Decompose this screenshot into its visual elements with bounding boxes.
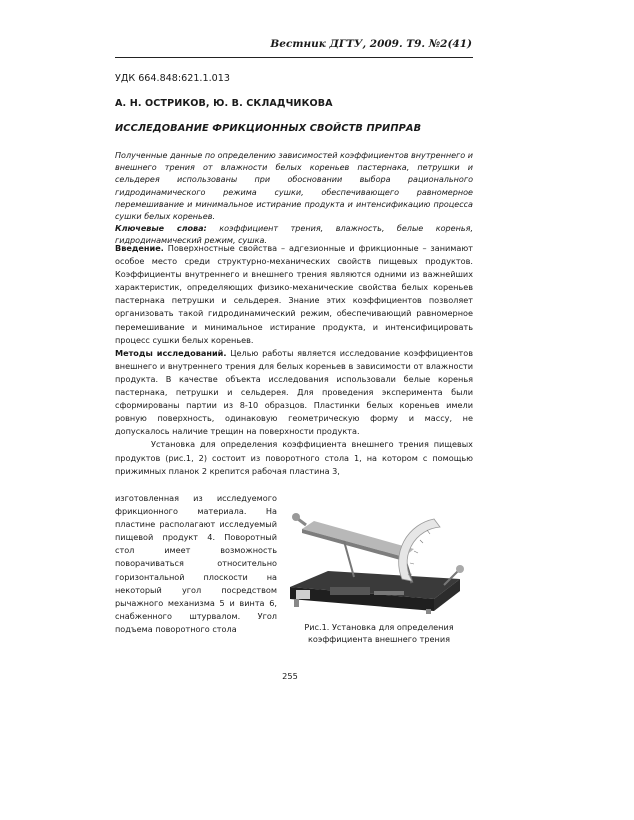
- intro-paragraph: [115, 242, 473, 347]
- caption-line-1: Рис.1. Установка для определения: [304, 622, 454, 632]
- brand-plate: [296, 590, 310, 599]
- article-title: ИССЛЕДОВАНИЕ ФРИКЦИОННЫХ СВОЙСТВ ПРИПРАВ: [115, 123, 422, 134]
- label-strip: [374, 591, 404, 595]
- figure-caption: [284, 621, 474, 645]
- handwheel: [456, 565, 464, 573]
- foot-left: [294, 599, 299, 607]
- article-body: [115, 242, 473, 478]
- udk-code: УДК 664.848:621.1.013: [115, 73, 230, 84]
- abstract-text: Полученные данные по определению зависимостей коэффициентов внутреннего и внешнего трения от влажности белых кореньев пастернака, петрушки и сельдерея использованы при обосновании выбора рационального гидродинамического режима сушки, обеспечивающего равномерное перемешивание и минимальное истирание продукта и интенсификацию процесса сушки белых кореньев.: [115, 151, 473, 222]
- page-number: 255: [282, 671, 298, 681]
- intro-heading: Введение.: [115, 243, 164, 253]
- authors: А. Н. ОСТРИКОВ, Ю. В. СКЛАДЧИКОВА: [115, 98, 333, 109]
- methods-heading: Методы исследований.: [115, 347, 227, 358]
- keywords-label: Ключевые слова:: [115, 224, 207, 234]
- handle-knob: [292, 513, 300, 521]
- journal-header: Вестник ДГТУ, 2009. Т9. №2(41): [270, 38, 472, 50]
- foot-right: [426, 609, 431, 614]
- intro-text: Поверхностные свойства – адгезионные и фрикционные – занимают особое место среди структурно-механических свойств пищевых продуктов. Коэффициенты внутреннего и внешнего трения являются одними из важнейших характеристик, определяющих физико-механические свойства белых кореньев пастернака петрушки и сельдерея. Знание этих коэффициентов позволяет организовать такой гидродинамический режим, обеспечивающий равномерное перемешивание и минимальное истирание продукта, и интенсифицировать процесс сушки белых кореньев.: [115, 243, 473, 345]
- header-rule: [115, 57, 473, 58]
- label-plate: [330, 587, 370, 595]
- friction-apparatus-photo: [284, 501, 474, 615]
- caption-line-2: коэффициента внешнего трения: [308, 634, 450, 644]
- setup-paragraph: Установка для определения коэффициента внешнего трения пищевых продуктов (рис.1, 2) состоит из поворотного стола 1, на котором с помощью прижимных планок 2 крепится рабочая пластина 3,: [115, 439, 473, 476]
- abstract: [115, 150, 473, 248]
- methods-paragraph: [115, 347, 473, 439]
- methods-text: Целью работы является исследование коэффициентов внешнего и внутреннего трения для белых кореньев в зависимости от влажности продукта. В качестве объекта исследования использовали белые коренья пастернака, петрушки и сельдерея. Для проведения эксперимента были сформированы партии из 8-10 образцов. Пластинки белых кореньев имели ровную поверхность, одинаковую геометрическую форму и массу, не допускалось наличие трещин на поверхности продукта.: [115, 347, 473, 437]
- setup-paragraph-continued: изготовленная из исследуемого фрикционного материала. На пластине располагают исследуемый пищевой продукт 4. Поворотный стол имеет возможность поворачиваться относительно горизонтальной плоскости на некоторый угол посредством рычажного механизма 5 и винта 6, снабженного штурвалом. Угол подъема поворотного стола: [115, 493, 277, 634]
- keywords: коэффициент трения, влажность, белые коренья, гидродинамический режим, сушка.: [115, 224, 473, 246]
